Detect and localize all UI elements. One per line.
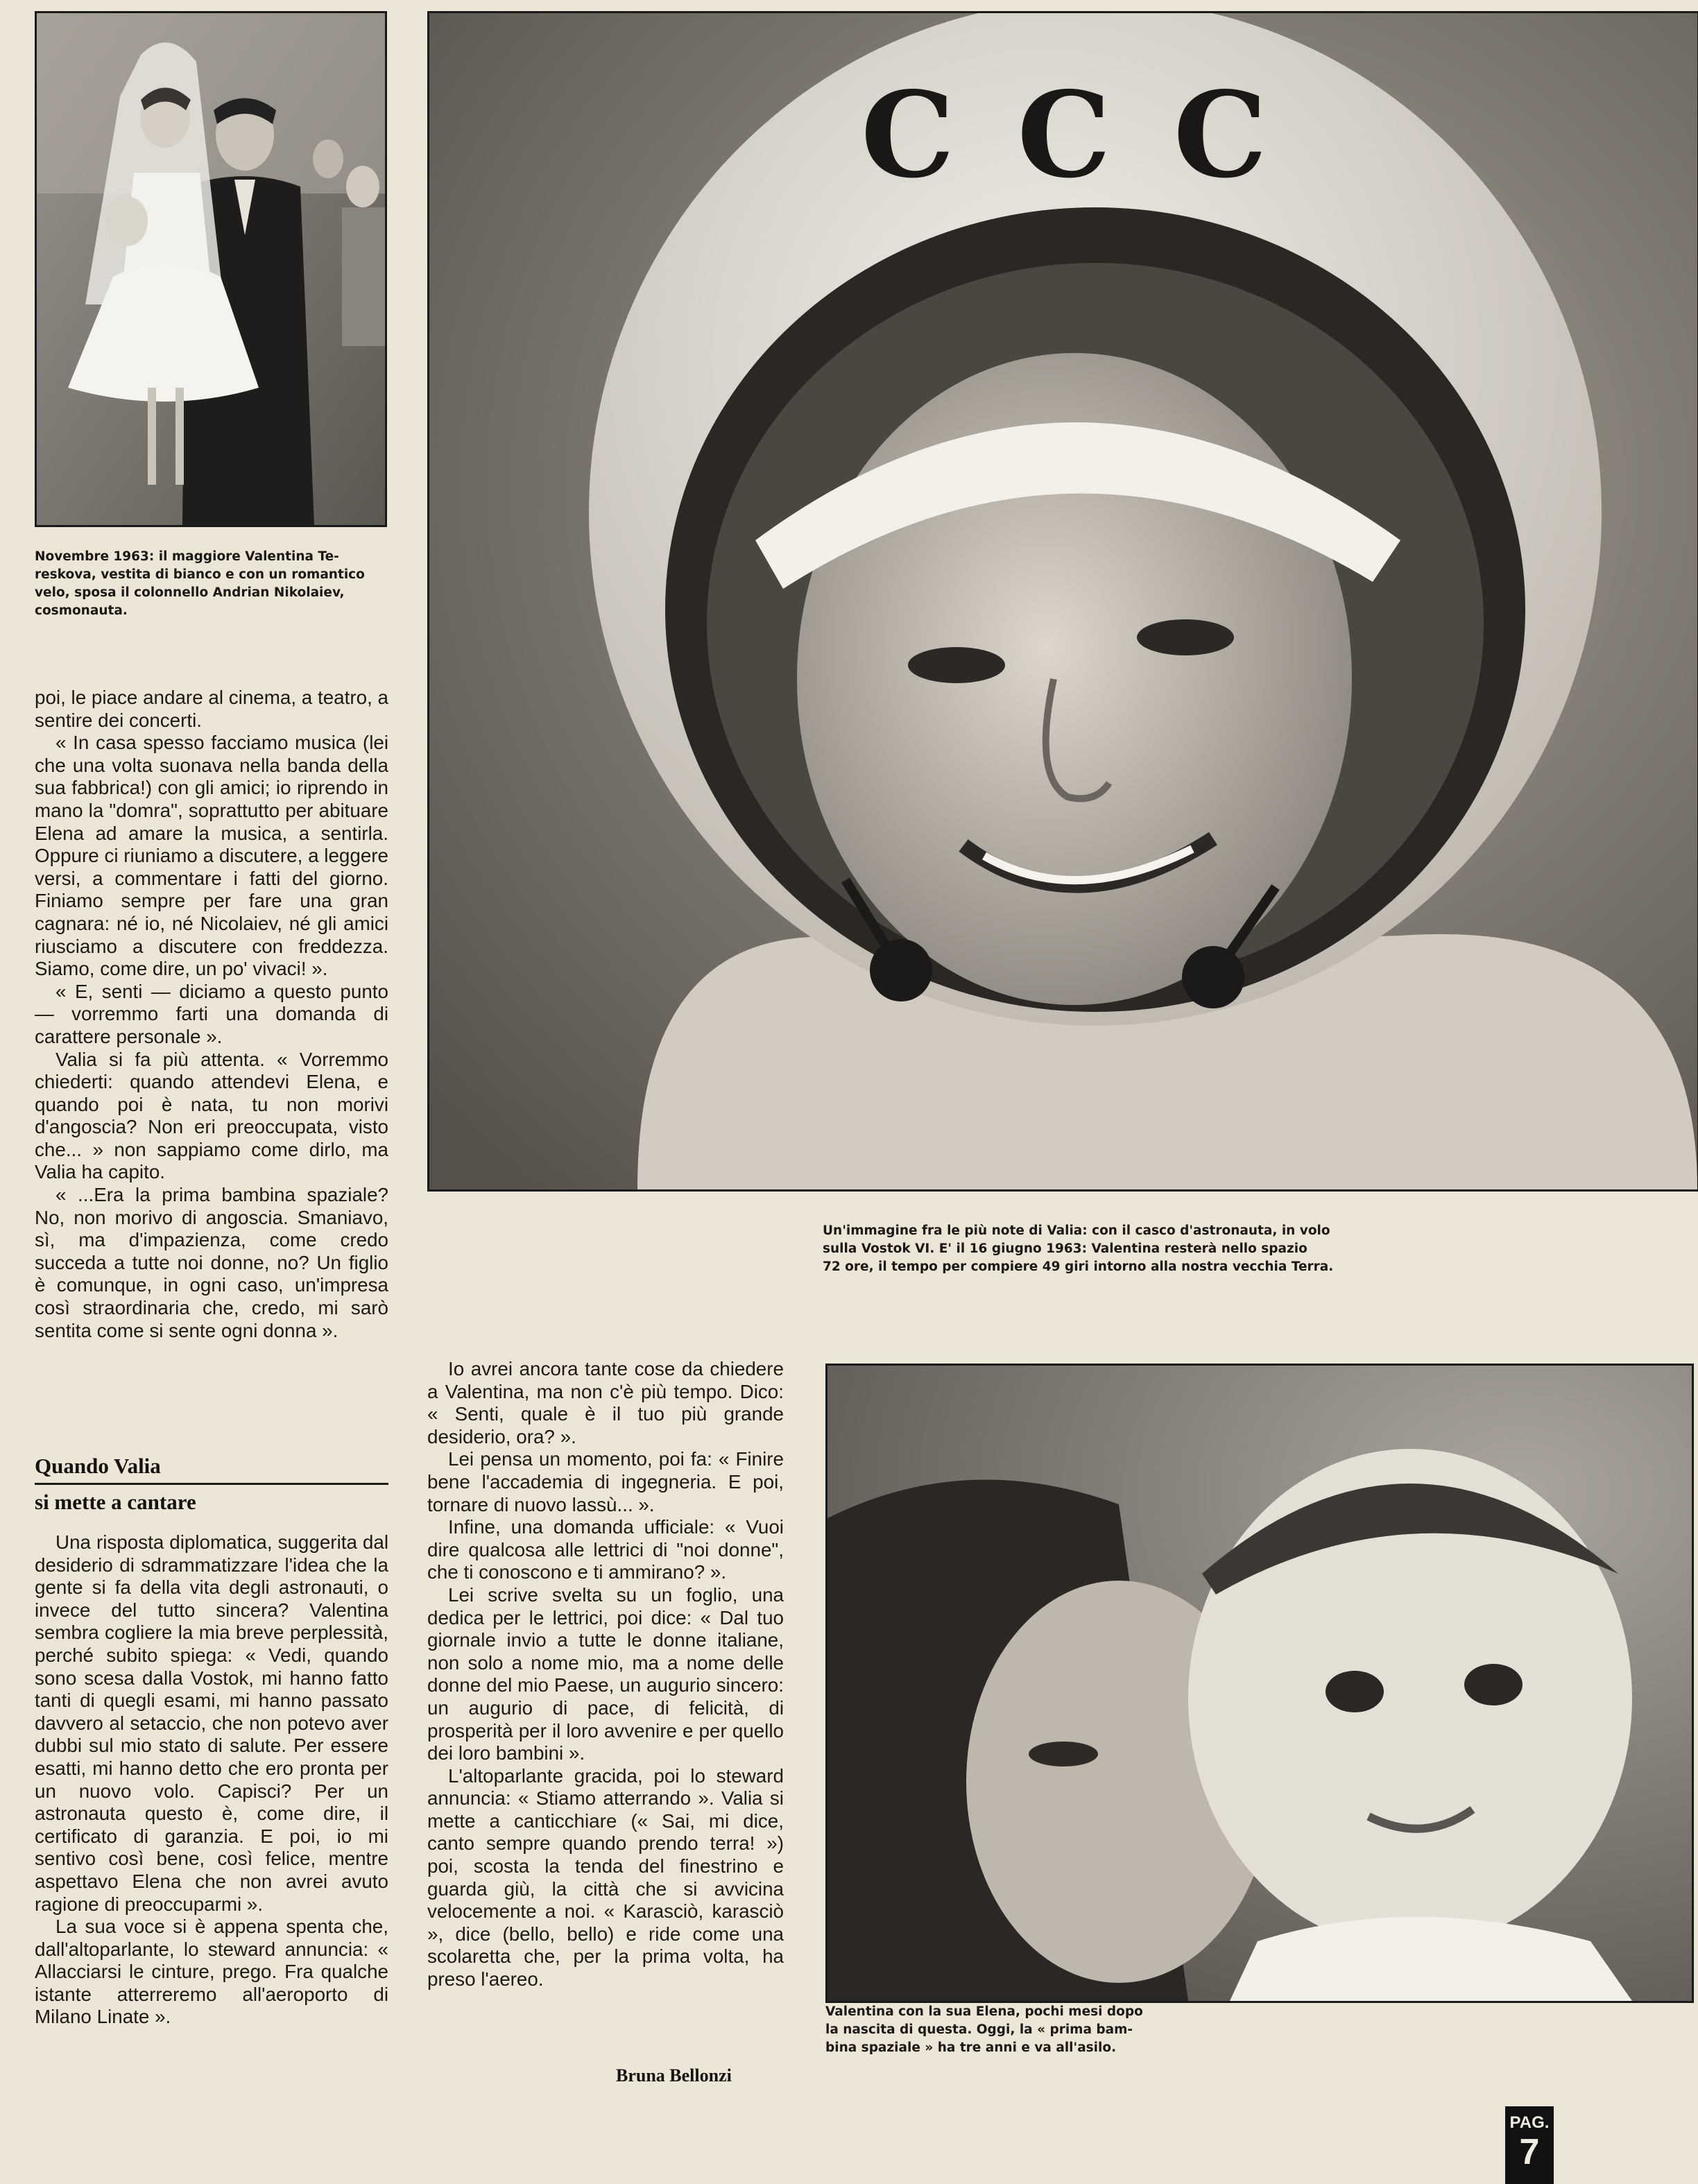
helmet-lettering: CCC — [861, 66, 1330, 205]
wedding-photo — [35, 11, 387, 527]
paragraph: Lei scrive svelta su un foglio, una dedica per le lettrici, poi dice: « Dal tuo giornale invio a tutte le donne italiane, non solo a nome mio, ma a nome delle donne del mio Paese, un augurio sincero: un augurio di pace, di felicità, di prosperità per il loro avvenire e per quello dei loro bambini ». — [427, 1583, 784, 1764]
paragraph: L'altoparlante gracida, poi lo steward annuncia: « Stiamo atterrando ». Valia si mette a canticchiare (« Sai, mi dice, canto sempre quando prendo terra! ») poi, scosta la tenda del finestrino e guarda giù, la città che si avvicina velocemente a noi. « Karasciò, karasciò », dice (bello, bello) e ride come una scolaretta che, per la prima volta, ha preso l'aereo. — [427, 1764, 784, 1990]
paragraph: Valia si fa più attenta. « Vorremmo chiederti: quando attendevi Elena, e quando poi è nata, tu non morivi d'angoscia? Non eri preoccupata, visto che... » non sappiamo come dirlo, ma Valia ha capito. — [35, 1048, 388, 1183]
paragraph: « In casa spesso facciamo musica (lei che una volta suonava nella banda della sua fabbrica!) con gli amici; io riprendo in mano la "domra", soprattutto per abituare Elena ad amare la musica, a sentirla. Oppure ci riuniamo a discutere, a leggere versi, a commentare i fatti del giorno. Finiamo sempre per fare una gran cagnara: né io, né Nicolaiev, né gli amici riusciamo a discutere con freddezza. Siamo, come dire, un po' vivaci! ». — [35, 732, 388, 980]
author-signature: Bruna Bellonzi — [616, 2065, 732, 2086]
page-number-box — [1505, 2106, 1554, 2184]
caption-line: la nascita di questa. Oggi, la « prima bam- — [825, 2022, 1133, 2037]
caption-line: Novembre 1963: il maggiore Valentina Te- — [35, 549, 339, 564]
section-subhead — [35, 1452, 388, 1480]
helmet-photo — [427, 11, 1698, 1192]
wedding-photo-image — [37, 13, 385, 525]
caption-line: Valentina con la sua Elena, pochi mesi dopo — [825, 2004, 1143, 2019]
caption-line: reskova, vestita di bianco e con un romantico — [35, 567, 365, 582]
article-column-3 — [427, 1358, 784, 1991]
caption-line: Un'immagine fra le più note di Valia: con il casco d'astronauta, in volo — [823, 1223, 1330, 1238]
paragraph: Infine, una domanda ufficiale: « Vuoi dire qualcosa alle lettrici di "noi donne", che ti conoscono e ti ammirano? ». — [427, 1516, 784, 1583]
mother-child-image — [827, 1366, 1692, 2001]
paragraph: Una risposta diplomatica, suggerita dal desiderio di sdrammatizzare l'idea che la gente si fa della vita degli astronauti, o invece del tutto sincera? Valentina sembra cogliere la mia breve perplessità, perché subito spiega: « Vedi, quando sono scesa dalla Vostok, mi hanno fatto tanti di quegli esami, mi hanno passato davvero al setaccio, che non potevo aver dubbi sul mio stato di salute. Per essere esatti, mi hanno detto che ero pronta per un nuovo volo. Capisci? Per un astronauta questo è, come dire, il certificato di garanzia. E poi, io mi sentivo così bene, così felice, mentre aspettavo Elena che non avrei avuto ragione di preoccuparmi ». — [35, 1531, 388, 1915]
page-number: 7 — [1519, 2132, 1540, 2172]
caption-line: 72 ore, il tempo per compiere 49 giri intorno alla nostra vecchia Terra. — [823, 1259, 1334, 1274]
caption-line: cosmonauta. — [35, 603, 128, 618]
caption-line: bina spaziale » ha tre anni e va all'asilo. — [825, 2040, 1117, 2055]
page-label: PAG. — [1509, 2113, 1550, 2132]
paragraph: La sua voce si è appena spenta che, dall'altoparlante, lo steward annuncia: « Allacciarsi le cinture, prego. Fra qualche istante atterreremo all'aeroporto di Milano Linate ». — [35, 1916, 388, 2028]
subhead-line-1: Quando Valia — [35, 1454, 161, 1478]
paragraph: Io avrei ancora tante cose da chiedere a Valentina, ma non c'è più tempo. Dico: « Senti, quale è il tuo più grande desiderio, ora? ». — [427, 1358, 784, 1447]
paragraph: poi, le piace andare al cinema, a teatro, a sentire dei concerti. — [35, 687, 388, 731]
paragraph: « E, senti — diciamo a questo punto — vorremmo farti una domanda di carattere personale ». — [35, 980, 388, 1047]
helmet-photo-image — [429, 13, 1697, 1189]
article-column-1 — [35, 687, 388, 1342]
article-column-2 — [35, 1531, 388, 2029]
caption-line: sulla Vostok VI. E' il 16 giugno 1963: Valentina resterà nello spazio — [823, 1241, 1307, 1256]
paragraph: Lei pensa un momento, poi fa: « Finire bene l'accademia di ingegneria. E poi, tornare di nuovo lassù... ». — [427, 1448, 784, 1515]
helmet-caption — [823, 1222, 1447, 1276]
section-subhead-2 — [35, 1488, 388, 1516]
mother-child-photo — [825, 1364, 1694, 2003]
paragraph: « ...Era la prima bambina spaziale? No, non morivo di angoscia. Smaniavo, sì, ma d'impazienza, come credo succeda a tutte noi donne, no? Un figlio è comunque, in ogni caso, un'impresa così straordinaria che, credo, mi sarò sentita come si sente ogni donna ». — [35, 1184, 388, 1341]
caption-line: velo, sposa il colonnello Andrian Nikolaiev, — [35, 585, 345, 600]
subhead-rule — [35, 1483, 388, 1485]
subhead-line-2: si mette a cantare — [35, 1490, 196, 1514]
wedding-caption — [35, 548, 388, 620]
mother-caption — [825, 2003, 1242, 2057]
